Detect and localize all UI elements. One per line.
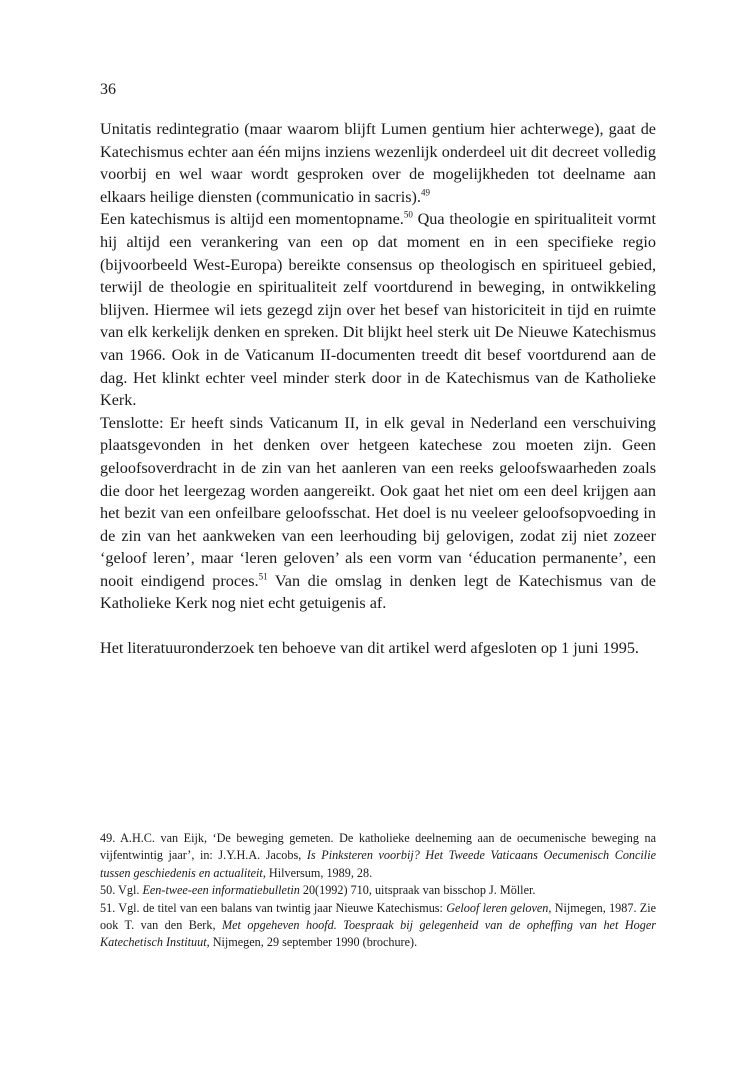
footnote-51-mid: , Nijmegen, 1987. Zie ook T. van den Berk,	[100, 900, 656, 933]
footnote-51-title-1: Geloof leren geloven	[446, 900, 549, 915]
body-text	[100, 118, 656, 660]
footnote-49	[100, 830, 656, 882]
footnote-ref-50: 50	[403, 209, 413, 220]
footnote-50-lead: 50. Vgl.	[100, 883, 143, 898]
footnote-51-tail: , Nijmegen, 29 september 1990 (brochure).	[206, 935, 418, 950]
paragraph-1-text: Unitatis redintegratio (maar waarom blijft Lumen gentium hier achterwege), gaat de Katechismus echter aan één mijns inziens wezenlijk onderdeel uit dit decreet volledig voorbij en wel waar wordt gesproken over de mogelijkheden tot deelname aan elkaars heilige diensten (communicatio in sacris).	[100, 120, 656, 206]
footnote-50-title: Een-twee-een informatiebulletin	[142, 883, 300, 898]
footnote-50-tail: 20(1992) 710, uitspraak van bisschop J. Möller.	[299, 883, 536, 898]
footnote-49-tail: , Hilversum, 1989, 28.	[262, 865, 373, 880]
paragraph-3	[100, 412, 656, 615]
footnotes	[100, 830, 656, 952]
footnote-51-lead: 51. Vgl. de titel van een balans van twintig jaar Nieuwe Katechismus:	[100, 900, 447, 915]
footnote-49-title: Is Pinksteren voorbij? Het Tweede Vaticaans Oecumenisch Concilie tussen geschiedenis en actualiteit	[100, 848, 656, 880]
paragraph-1	[100, 118, 656, 208]
paragraph-2	[100, 208, 656, 411]
footnote-51-title-2: Met opgeheven hoofd. Toespraak bij gelegenheid van de opheffing van het Hoger Katechetisch Instituut	[100, 918, 656, 950]
footnote-51	[100, 900, 656, 952]
footnote-ref-49: 49	[420, 187, 430, 198]
footnote-ref-51: 51	[258, 571, 268, 582]
closing-paragraph: Het literatuuronderzoek ten behoeve van dit artikel werd afgesloten op 1 juni 1995.	[100, 639, 639, 658]
paragraph-2-text-b: Qua theologie en spiritualiteit vormt hij altijd een verankering van een op dat moment en in een specifieke regio (bijvoorbeeld West-Europa) bereikte consensus op theologisch en spiritueel gebied, terwijl de theologie en spiritualiteit zelf voortdurend in beweging, in ontwikkeling blijven. Hiermee wil iets gezegd zijn over het besef van historiciteit in tijd en ruimte van elk kerkelijk denken en spreken. Dit blijkt heel sterk uit De Nieuwe Katechismus van 1966. Ook in de Vaticanum II-documenten treedt dit besef voortdurend aan de dag. Het klinkt echter veel minder sterk door in de Katechismus van de Katholieke Kerk.	[100, 210, 656, 410]
footnote-50	[100, 882, 656, 899]
paragraph-2-text-a: Een katechismus is altijd een momentopname.	[100, 210, 404, 229]
paragraph-3-text-a: Tenslotte: Er heeft sinds Vaticanum II, in elk geval in Nederland een verschuiving plaatsgevonden in het denken over hetgeen katechese zou moeten zijn. Geen geloofsoverdracht in de zin van het aanleren van een reeks geloofswaarheden zoals die door het leergezag worden aangereikt. Ook gaat het niet om een deel krijgen aan het bezit van een onfeilbare geloofsschat. Het doel is nu veeleer geloofsopvoeding in de zin van het aankweken van een leerhouding bij gelovigen, zodat zij niet zozeer ‘geloof leren’, maar ‘leren geloven’ als een vorm van ‘éducation permanente’, een nooit eindigend proces.	[100, 413, 656, 590]
page-number: 36	[100, 81, 116, 98]
paragraph-3-text-b: Van die omslag in denken legt de Katechismus van de Katholieke Kerk nog niet echt getuigenis af.	[100, 571, 656, 613]
footnote-49-lead: 49. A.H.C. van Eijk, ‘De beweging gemeten. De katholieke deelneming aan de oecumenische beweging na vijfentwintig jaar’, in: J.Y.H.A. Jacobs,	[100, 831, 656, 863]
